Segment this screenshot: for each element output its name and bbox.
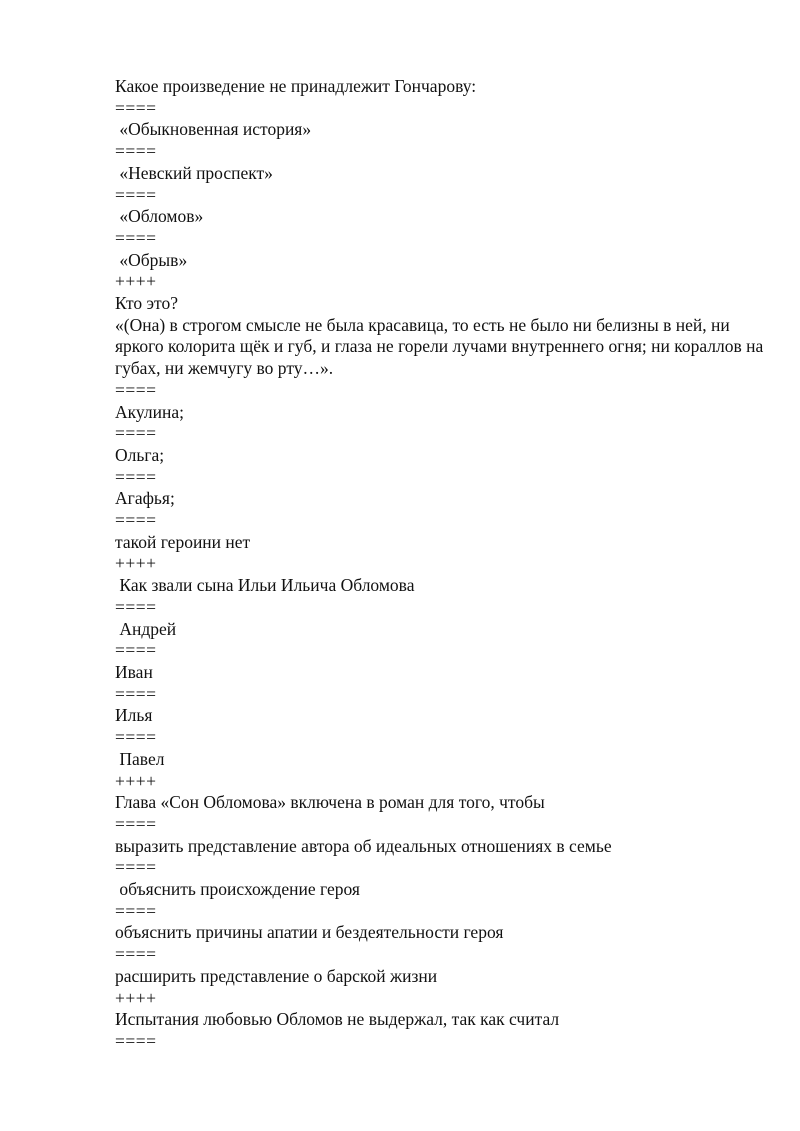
question-4-text: Глава «Сон Обломова» включена в роман для того, чтобы <box>115 792 545 813</box>
answer-separator: ==== <box>115 510 157 531</box>
answer-option: Иван <box>115 661 153 682</box>
answer-separator: ==== <box>115 379 157 400</box>
answer-separator: ==== <box>115 227 157 248</box>
answer-separator: ==== <box>115 466 157 487</box>
answer-separator: ==== <box>115 141 157 162</box>
question-2-quote: «(Она) в строгом смысле не была красавица, то есть не было ни белизны в ней, ни яркого колорита щёк и губ, и глаза не горели лучами внутреннего огня; ни кораллов на губах, ни жемчугу во рту…». <box>115 314 764 379</box>
answer-option: «Невский проспект» <box>115 162 273 183</box>
answer-separator: ==== <box>115 596 157 617</box>
answer-option: Павел <box>115 748 165 769</box>
answer-separator: ==== <box>115 423 157 444</box>
question-separator: ++++ <box>115 553 157 574</box>
answer-option: объяснить причины апатии и бездеятельности героя <box>115 922 504 943</box>
answer-separator: ==== <box>115 184 157 205</box>
answer-separator: ==== <box>115 640 157 661</box>
answer-option: Акулина; <box>115 401 184 422</box>
answer-separator: ==== <box>115 944 157 965</box>
answer-separator: ==== <box>115 813 157 834</box>
answer-option: «Обрыв» <box>115 249 188 270</box>
question-3-text: Как звали сына Ильи Ильича Обломова <box>115 575 415 596</box>
answer-option: расширить представление о барской жизни <box>115 965 438 986</box>
answer-option: выразить представление автора об идеальных отношениях в семье <box>115 835 612 856</box>
question-1-text: Какое произведение не принадлежит Гончарову: <box>115 76 477 96</box>
answer-separator: ==== <box>115 1030 157 1051</box>
answer-separator: ==== <box>115 727 157 748</box>
answer-option: Андрей <box>115 618 177 639</box>
question-separator: ++++ <box>115 770 157 791</box>
answer-separator: ==== <box>115 97 157 118</box>
answer-option: Агафья; <box>115 488 175 509</box>
answer-separator: ==== <box>115 900 157 921</box>
answer-option: объяснить происхождение героя <box>115 879 360 900</box>
document-page <box>115 76 765 1053</box>
answer-separator: ==== <box>115 857 157 878</box>
answer-option: «Обломов» <box>115 206 204 227</box>
answer-option: «Обыкновенная история» <box>115 119 312 140</box>
question-separator: ++++ <box>115 987 157 1008</box>
answer-option: Ольга; <box>115 444 165 465</box>
answer-separator: ==== <box>115 683 157 704</box>
answer-option: Илья <box>115 705 153 726</box>
question-separator: ++++ <box>115 271 157 292</box>
question-2-text: Кто это? <box>115 293 178 314</box>
answer-option: такой героини нет <box>115 531 251 552</box>
question-5-text: Испытания любовью Обломов не выдержал, так как считал <box>115 1009 560 1030</box>
